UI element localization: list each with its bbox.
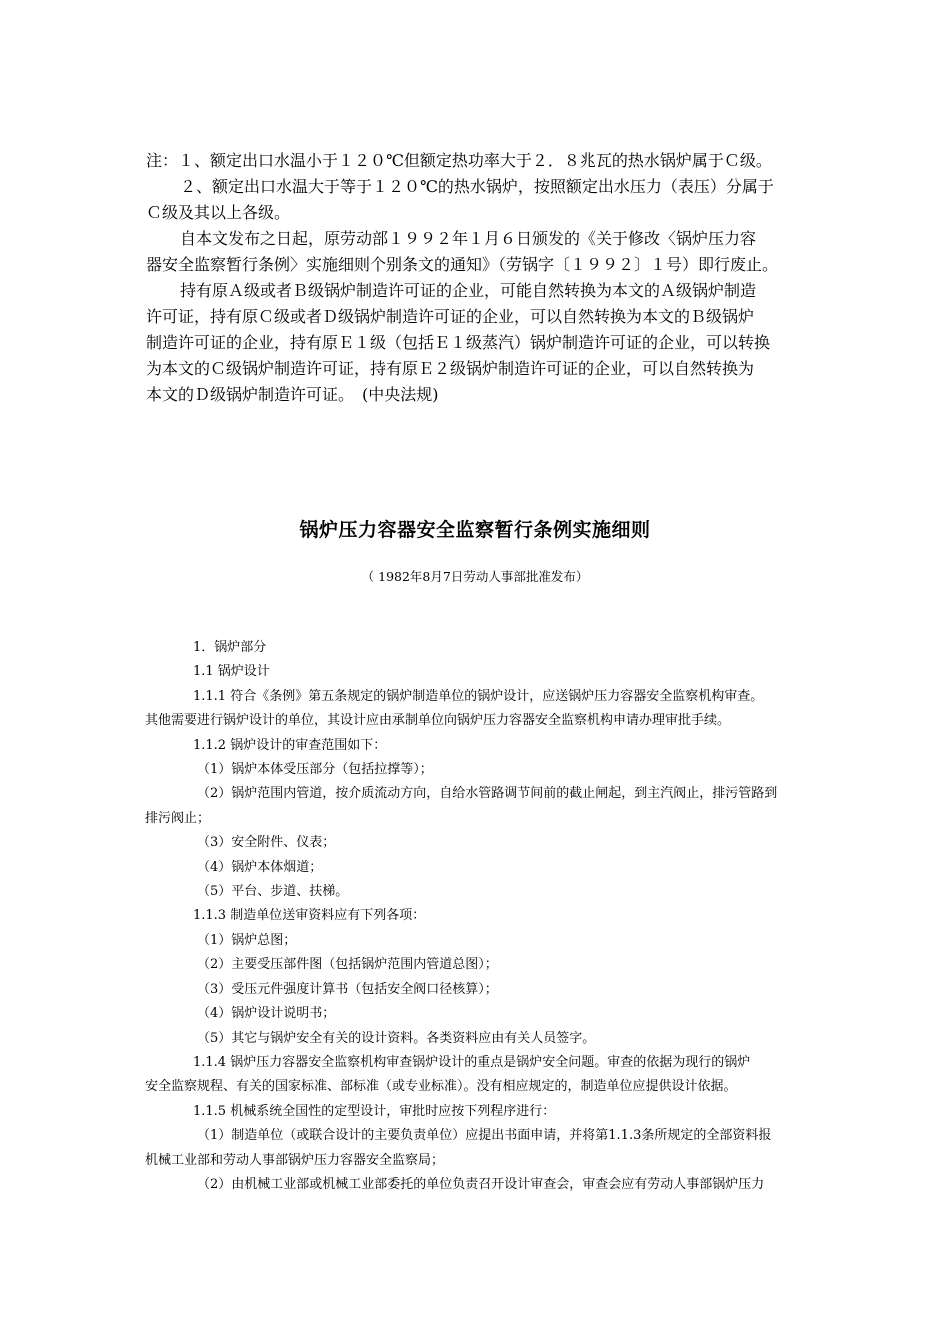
body-line: 1.1.2 锅炉设计的审查范围如下：: [193, 737, 387, 753]
list-item: （5）其它与锅炉安全有关的设计资料。各类资料应由有关人员签字。: [197, 1030, 596, 1046]
body-line: 1.1.1 符合《条例》第五条规定的锅炉制造单位的锅炉设计，应送锅炉压力容器安全监察机构审查。: [193, 688, 764, 704]
body-line: 其他需要进行锅炉设计的单位，其设计应由承制单位向锅炉压力容器安全监察机构申请办理审批手续。: [145, 713, 731, 729]
list-item: （1）制造单位（或联合设计的主要负责单位）应提出书面申请，并将第1.1.3条所规定的全部资料报: [197, 1128, 772, 1144]
list-item: （1）锅炉总图；: [197, 932, 297, 948]
section-heading: 1．锅炉部分: [193, 640, 267, 655]
document-title: 锅炉压力容器安全监察暂行条例实施细则: [299, 519, 651, 541]
notes-section: [146, 148, 866, 408]
document-subtitle: （ 1982年8月7日劳动人事部批准发布）: [361, 569, 589, 584]
section-heading: 1.1 锅炉设计: [193, 664, 270, 680]
list-item: （2）锅炉范围内管道，按介质流动方向，自给水管路调节间前的截止闸起，到主汽阀止，排污管路到: [197, 786, 778, 802]
list-item: （3）受压元件强度计算书（包括安全阀口径核算）；: [197, 981, 498, 997]
body-line: 机械工业部和劳动人事部锅炉压力容器安全监察局；: [145, 1152, 445, 1168]
list-item: （2）主要受压部件图（包括锅炉范围内管道总图）；: [197, 957, 498, 973]
note-line: ２、额定出口水温大于等于１２０℃的热水锅炉，按照额定出水压力（表压）分属于: [180, 177, 774, 196]
note-line: 自本文发布之日起，原劳动部１９９２年１月６日颁发的《关于修改〈锅炉压力容: [180, 229, 757, 248]
body-line: 1.1.4 锅炉压力容器安全监察机构审查锅炉设计的重点是锅炉安全问题。审查的依据为现行的锅炉: [193, 1054, 751, 1070]
list-item: （3）安全附件、仪表；: [197, 835, 336, 851]
note-line: 制造许可证的企业，持有原Ｅ１级（包括Ｅ１级蒸汽）锅炉制造许可证的企业，可以转换: [146, 333, 771, 352]
list-item: （5）平台、步道、扶梯。: [197, 884, 349, 900]
body-line: 排污阀止；: [145, 810, 211, 826]
body-section: [145, 636, 825, 1197]
note-line: 注：１、额定出口水温小于１２０℃但额定热功率大于２．８兆瓦的热水锅炉属于Ｃ级。: [146, 151, 772, 170]
body-line: 1.1.5 机械系统全国性的定型设计，审批时应按下列程序进行：: [193, 1103, 556, 1119]
list-item: （4）锅炉设计说明书；: [197, 1006, 336, 1022]
body-line: 1.1.3 制造单位送审资料应有下列各项：: [193, 908, 426, 924]
note-line: Ｃ级及其以上各级。: [146, 203, 291, 222]
note-line: 许可证，持有原Ｃ级或者Ｄ级锅炉制造许可证的企业，可以自然转换为本文的Ｂ级锅炉: [146, 307, 755, 326]
list-item: （2）由机械工业部或机械工业部委托的单位负责召开设计审查会，审查会应有劳动人事部锅炉压力: [197, 1176, 765, 1192]
list-item: （4）锅炉本体烟道；: [197, 859, 323, 875]
note-line: 器安全监察暂行条例〉实施细则个别条文的通知》（劳锅字〔１９９２〕１号）即行废止。: [146, 255, 779, 274]
note-line: 本文的Ｄ级锅炉制造许可证。 (中央法规): [146, 385, 439, 404]
note-line: 持有原Ａ级或者Ｂ级锅炉制造许可证的企业，可能自然转换为本文的Ａ级锅炉制造: [180, 281, 757, 300]
list-item: （1）锅炉本体受压部分（包括拉撑等）；: [197, 762, 433, 778]
note-line: 为本文的Ｃ级锅炉制造许可证，持有原Ｅ２级锅炉制造许可证的企业，可以自然转换为: [146, 359, 755, 378]
body-line: 安全监察规程、有关的国家标准、部标准（或专业标准）。没有相应规定的，制造单位应提供设计依据。: [145, 1079, 737, 1095]
